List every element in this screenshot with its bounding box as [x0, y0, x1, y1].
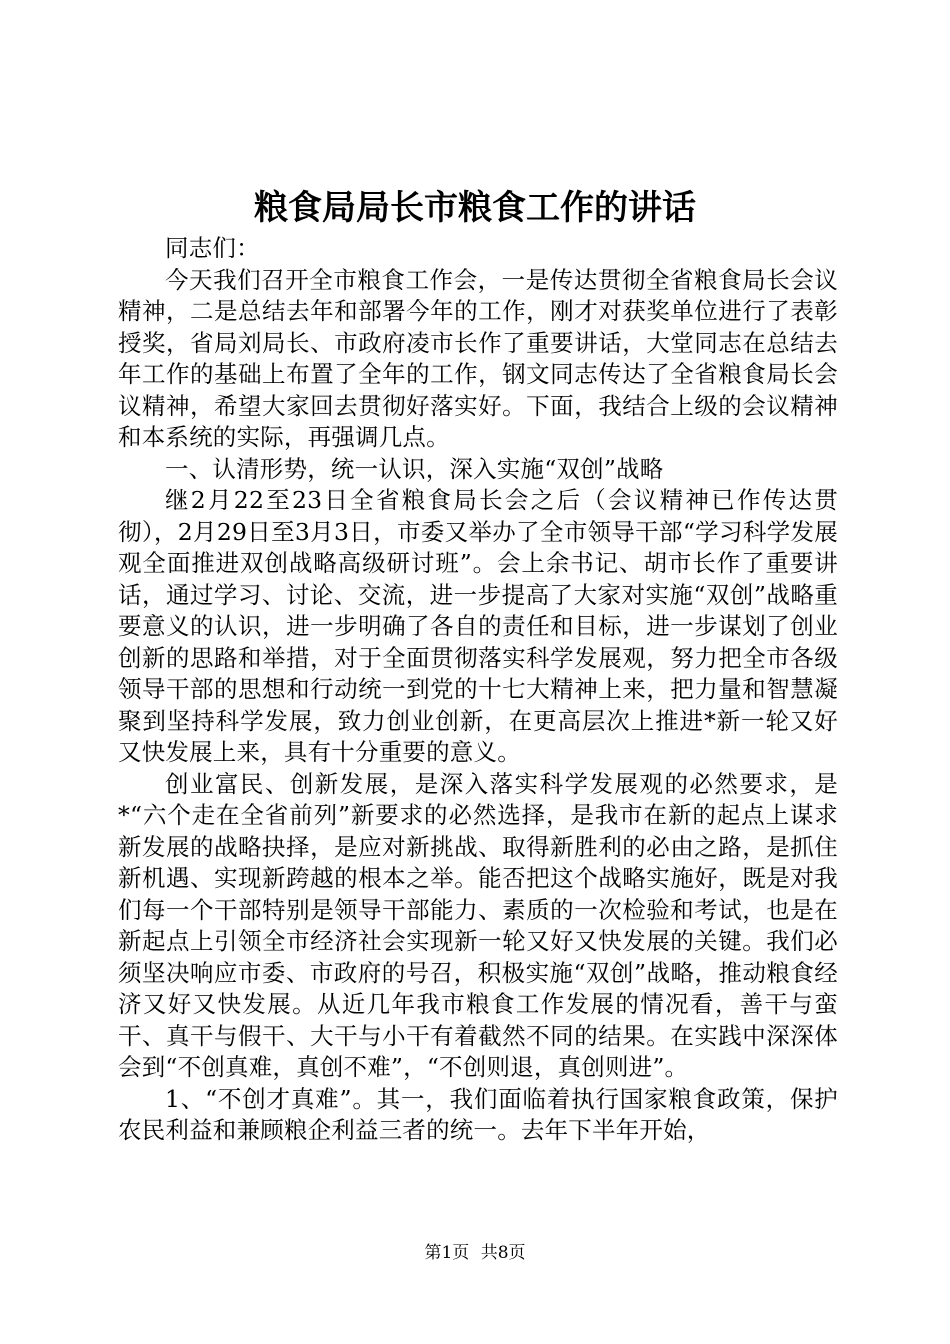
body-paragraph: 今天我们召开全市粮食工作会，一是传达贯彻全省粮食局长会议精神，二是总结去年和部署今年的工作，刚才对获奖单位进行了表彰授奖，省局刘局长、市政府凌市长作了重要讲话，大堂同志在总结去年工作的基础上布置了全年的工作，钢文同志传达了全省粮食局长会议精神，希望大家回去贯彻好落实好。下面，我结合上级的会议精神和本系统的实际，再强调几点。 — [118, 265, 838, 451]
page-footer — [0, 1241, 950, 1265]
body-paragraph: 1、“不创才真难”。其一，我们面临着执行国家粮食政策，保护农民利益和兼顾粮企利益三者的统一。去年下半年开始， — [118, 1084, 838, 1144]
body-paragraph: 继2月22至23日全省粮食局长会之后（会议精神已作传达贯彻），2月29日至3月3日，市委又举办了全市领导干部“学习科学发展观全面推进双创战略高级研讨班”。会上余书记、胡市长作了重要讲话，通过学习、讨论、交流，进一步提高了大家对实施“双创”战略重要意义的认识，进一步明确了各自的责任和目标，进一步谋划了创业创新的思路和举措，对于全面贯彻落实科学发展观，努力把全市各级领导干部的思想和行动统一到党的十七大精神上来，把力量和智慧凝聚到坚持科学发展，致力创业创新，在更高层次上推进*新一轮又好又快发展上来，具有十分重要的意义。 — [118, 486, 838, 766]
page-total: 共8页 — [480, 1243, 526, 1263]
document-body — [118, 233, 838, 1147]
section-heading: 一、认清形势，统一认识，深入实施“双创”战略 — [165, 454, 664, 483]
document-title: 粮食局局长市粮食工作的讲话 — [254, 188, 696, 228]
page-number: 第1页 — [424, 1243, 470, 1263]
salutation-paragraph: 同志们： — [165, 234, 260, 262]
body-paragraph: 创业富民、创新发展，是深入落实科学发展观的必然要求，是*“六个走在全省前列”新要求的必然选择，是我市在新的起点上谋求新发展的战略抉择，是应对新挑战、取得新胜利的必由之路，是抓住新机遇、实现新跨越的根本之举。能否把这个战略实施好，既是对我们每一个干部特别是领导干部能力、素质的一次检验和考试，也是在新起点上引领全市经济社会实现新一轮又好又快发展的关键。我们必须坚决响应市委、市政府的号召，积极实施“双创”战略，推动粮食经济又好又快发展。从近几年我市粮食工作发展的情况看，善干与蛮干、真干与假干、大干与小干有着截然不同的结果。在实践中深深体会到“不创真难，真创不难”，“不创则退，真创则进”。 — [118, 769, 838, 1081]
